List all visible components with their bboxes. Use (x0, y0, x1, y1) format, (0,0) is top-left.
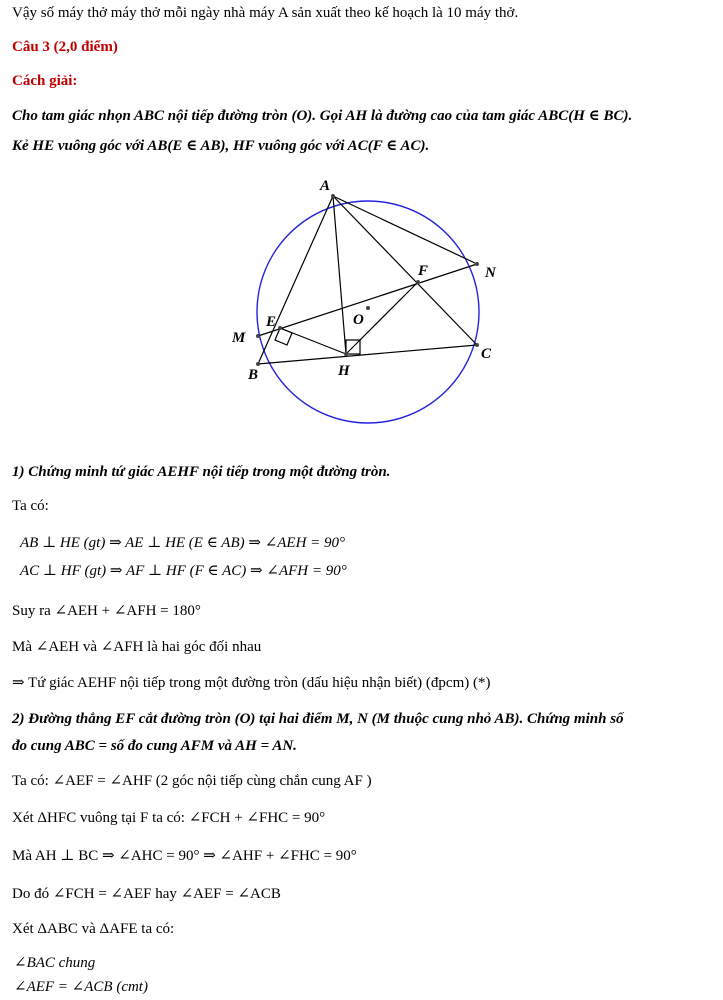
text-xet-2: Xét ΔABC và ΔAFE ta có: (12, 921, 175, 937)
point-n (475, 262, 479, 266)
label-h: H (338, 363, 350, 379)
text-do-do: Do đó ∠FCH = ∠AEF hay ∠AEF = ∠ACB (12, 886, 281, 902)
label-m: M (232, 330, 246, 346)
label-a: A (320, 178, 331, 194)
point-o (366, 306, 370, 310)
text-bac-chung: ∠BAC chung (14, 955, 96, 971)
text-xet-1: Xét ΔHFC vuông tại F ta có: ∠FCH + ∠FHC = 90° (12, 810, 326, 826)
geometry-figure (232, 172, 500, 432)
segment-ab (258, 196, 333, 364)
point-c (475, 343, 479, 347)
point-e (278, 326, 282, 330)
label-n: N (485, 265, 496, 281)
point-m (256, 334, 260, 338)
problem-statement-1: Cho tam giác nhọn ABC nội tiếp đường tròn (O). Gọi AH là đường cao của tam giác ABC(H ∈ BC). (12, 108, 633, 124)
text-aef-acb: ∠AEF = ∠ACB (cmt) (14, 979, 148, 995)
right-angle-e (275, 328, 292, 345)
segment-mn (258, 264, 477, 336)
equation-2: AC ⊥ HF (gt) ⇒ AF ⊥ HF (F ∈ AC) ⇒ ∠AFH = 90° (20, 563, 347, 579)
segment-an (333, 196, 477, 264)
segment-bc (258, 345, 477, 364)
label-c: C (481, 346, 492, 362)
solution-heading: Cách giải: (12, 73, 78, 89)
label-o: O (353, 312, 364, 328)
equation-1: AB ⊥ HE (gt) ⇒ AE ⊥ HE (E ∈ AB) ⇒ ∠AEH = 90° (20, 535, 346, 551)
segment-ah (333, 196, 346, 354)
question-heading: Câu 3 (2,0 điểm) (12, 39, 118, 55)
text-ma-1: Mà ∠AEH và ∠AFH là hai góc đối nhau (12, 639, 262, 655)
part-1-heading: 1) Chứng minh tứ giác AEHF nội tiếp trong một đường tròn. (12, 464, 391, 480)
point-f (416, 280, 420, 284)
problem-statement-2: Kẻ HE vuông góc với AB(E ∈ AB), HF vuông góc với AC(F ∈ AC). (12, 138, 430, 154)
text-ta-co-1: Ta có: (12, 498, 49, 514)
point-h (344, 352, 348, 356)
text-line-conclusion-prev: Vậy số máy thở máy thở mỗi ngày nhà máy A sản xuất theo kế hoạch là 10 máy thở. (12, 5, 519, 21)
text-suy-ra: Suy ra ∠AEH + ∠AFH = 180° (12, 603, 201, 619)
label-e: E (266, 314, 277, 330)
part-2-heading-1: 2) Đường thẳng EF cắt đường tròn (O) tại hai điểm M, N (M thuộc cung nhỏ AB). Chứng minh số (12, 711, 624, 727)
point-b (256, 362, 260, 366)
label-f: F (418, 263, 429, 279)
text-conclusion-1: ⇒ Tứ giác AEHF nội tiếp trong một đường tròn (dấu hiệu nhận biết) (đpcm) (*) (12, 675, 491, 691)
part-2-heading-2: đo cung ABC = số đo cung AFM và AH = AN. (12, 738, 297, 754)
text-ma-2: Mà AH ⊥ BC ⇒ ∠AHC = 90° ⇒ ∠AHF + ∠FHC = 90° (12, 848, 357, 864)
text-ta-co-2: Ta có: ∠AEF = ∠AHF (2 góc nội tiếp cùng chắn cung AF ) (12, 773, 372, 789)
point-a (331, 194, 335, 198)
label-b: B (248, 367, 259, 383)
